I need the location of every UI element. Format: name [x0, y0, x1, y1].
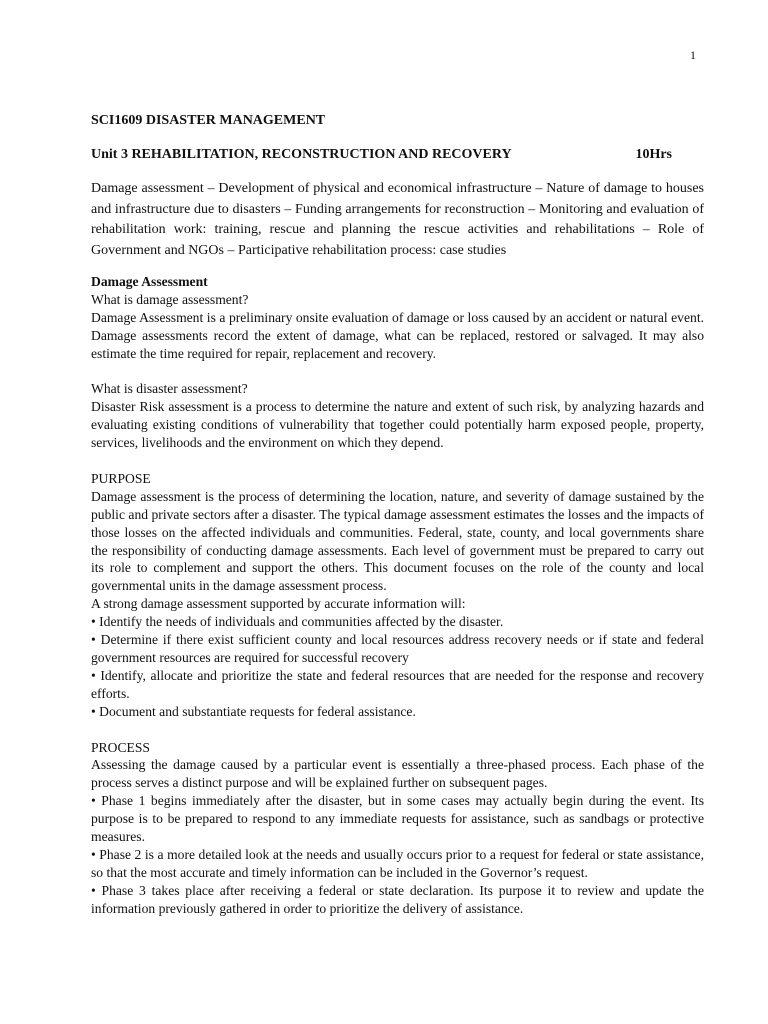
purpose-heading: PURPOSE [91, 470, 151, 486]
purpose-bullet: • Document and substantiate requests for federal assistance. [91, 703, 416, 719]
process-bullet: • Phase 1 begins immediately after the disaster, but in some cases may actually begin during the event. Its purpose is to be prepared to respond to any immediate requests for assistance, such as sandbags or protective measures. [91, 793, 704, 845]
purpose-bullet: • Identify, allocate and prioritize the state and federal resources that are needed for the response and recovery efforts. [91, 667, 704, 701]
unit-heading [91, 146, 704, 164]
unit-hours: 10Hrs [635, 147, 672, 162]
unit-title: Unit 3 REHABILITATION, RECONSTRUCTION AND RECOVERY [91, 147, 512, 162]
damage-assessment-heading: Damage Assessment [91, 274, 208, 289]
process-heading: PROCESS [91, 739, 150, 755]
damage-assessment-question: What is damage assessment? [91, 291, 249, 307]
purpose-paragraph: Damage assessment is the process of determining the location, nature, and severity of damage sustained by the public and private sectors after a disaster. The typical damage assessment estimates the losses and the impacts of those losses on the affected individuals and communities. Federal, state, county, and local governments share the responsibility of conducting damage assessments. Each level of government must be prepared to carry out its role to complement and support the others. This document focuses on the role of the county and local governmental units in the damage assessment process. [91, 488, 704, 594]
process-bullet: • Phase 2 is a more detailed look at the needs and usually occurs prior to a request for federal or state assistance, so that the most accurate and timely information can be included in the Governor’s request. [91, 846, 704, 880]
purpose-intro: A strong damage assessment supported by accurate information will: [91, 596, 466, 612]
process-bullet: • Phase 3 takes place after receiving a federal or state declaration. Its purpose it to review and update the information previously gathered in order to prioritize the delivery of assistance. [91, 882, 704, 916]
document-body [91, 112, 704, 918]
purpose-bullet: • Determine if there exist sufficient county and local resources address recovery needs or if state and federal government resources are required for successful recovery [91, 632, 704, 665]
disaster-assessment-question: What is disaster assessment? [91, 381, 248, 397]
process-paragraph: Assessing the damage caused by a particular event is essentially a three-phased process. Each phase of the process serves a distinct purpose and will be explained further on subsequent pages. [91, 757, 704, 791]
course-title: SCI1609 DISASTER MANAGEMENT [91, 113, 326, 128]
page-number: 1 [690, 48, 696, 62]
purpose-bullet: • Identify the needs of individuals and communities affected by the disaster. [91, 614, 504, 630]
syllabus-paragraph: Damage assessment – Development of physical and economical infrastructure – Nature of damage to houses and infrastructure due to disasters – Funding arrangements for reconstruction – Monitoring and evaluation of rehabilitation work: training, rescue and planning the rescue activities and rehabilitations – Role of Government and NGOs – Participative rehabilitation process: case studies [91, 181, 704, 258]
damage-assessment-answer: Damage Assessment is a preliminary onsite evaluation of damage or loss caused by an accident or natural event. Damage assessments record the extent of damage, what can be replaced, restored or salvaged. It may also estimate the time required for repair, replacement and recovery. [91, 309, 704, 361]
disaster-assessment-answer: Disaster Risk assessment is a process to determine the nature and extent of such risk, by analyzing hazards and evaluating existing conditions of vulnerability that together could potentially harm exposed people, property, services, livelihoods and the environment on which they depend. [91, 399, 704, 451]
